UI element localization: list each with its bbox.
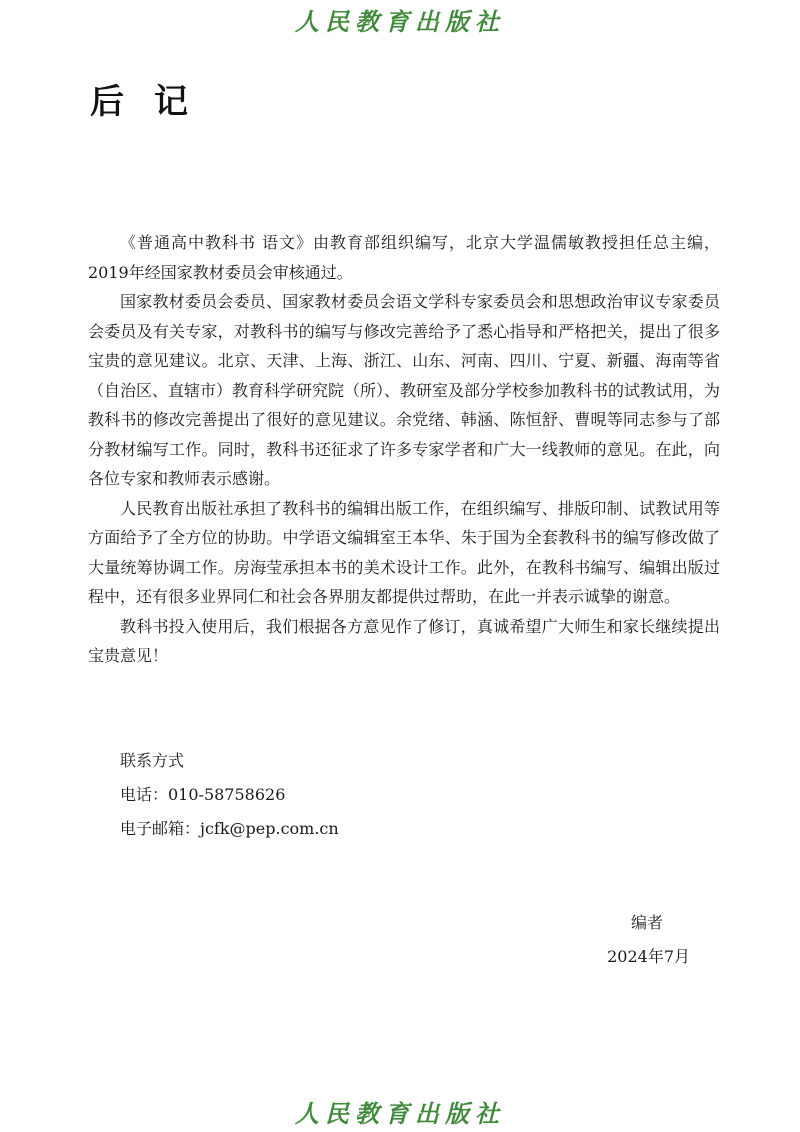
contact-heading: 联系方式: [120, 751, 185, 770]
signoff-author: 编者: [630, 913, 663, 932]
signoff-date: 2024年7月: [607, 947, 690, 966]
contact-phone: 电话：010-58758626: [120, 785, 286, 804]
contact-section: [120, 744, 339, 846]
signoff: [560, 906, 690, 974]
paragraph-4: 教科书投入使用后，我们根据各方意见作了修订，真诚希望广大师生和家长继续提出宝贵意见！: [88, 616, 720, 665]
paragraph-2: 国家教材委员会委员、国家教材委员会语文学科专家委员会和思想政治审议专家委员会委员及有关专家，对教科书的编写与修改完善给予了悉心指导和严格把关，提出了很多宝贵的意见建议。北京、天津、上海、浙江、山东、河南、四川、宁夏、新疆、海南等省（自治区、直辖市）教育科学研究院（所）、教研室及部分学校参加教科书的试教试用，为教科书的修改完善提出了很好的意见建议。余党绪、韩涵、陈恒舒、曹晛等同志参与了部分教材编写工作。同时，教科书还征求了许多专家学者和广大一线教师的意见。在此，向各位专家和教师表示感谢。: [88, 292, 721, 488]
paragraph-3: 人民教育出版社承担了教科书的编辑出版工作，在组织编写、排版印制、试教试用等方面给予了全方位的协助。中学语文编辑室王本华、朱于国为全套教科书的编写修改做了大量统筹协调工作。房海莹承担本书的美术设计工作。此外，在教科书编写、编辑出版过程中，还有很多业界同仁和社会各界朋友都提供过帮助，在此一并表示诚挚的谢意。: [88, 498, 720, 606]
paragraph-1: 《普通高中教科书 语文》由教育部组织编写，北京大学温儒敏教授担任总主编，2019年经国家教材委员会审核通过。: [88, 233, 720, 282]
publisher-logo-header: 人民教育出版社: [295, 7, 505, 36]
afterword-body: [88, 228, 720, 671]
publisher-logo-footer: 人民教育出版社: [295, 1099, 505, 1128]
page-title: 后记: [90, 82, 218, 122]
contact-email: 电子邮箱：jcfk@pep.com.cn: [120, 819, 339, 838]
